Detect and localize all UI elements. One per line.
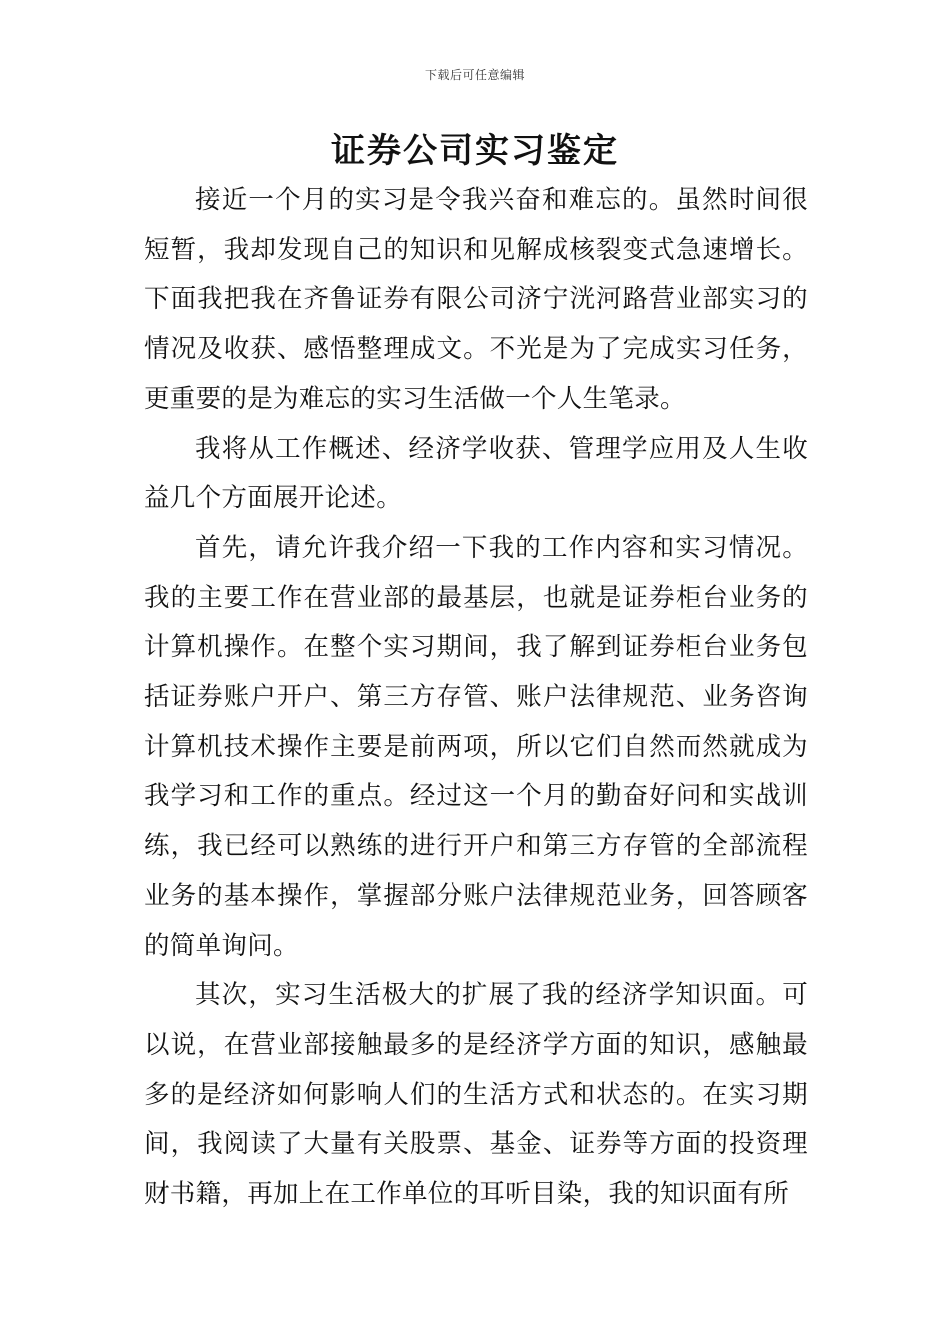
paragraph-economics: 其次，实习生活极大的扩展了我的经济学知识面。可以说，在营业部接触最多的是经济学方面的知识，感触最多的是经济如何影响人们的生活方式和状态的。在实习期间，我阅读了大量有关股票、基金、证券等方面的投资理财书籍，再加上在工作单位的耳听目染，我的知识面有所: [144, 980, 808, 1210]
document-title: 证券公司实习鉴定: [331, 131, 619, 171]
paragraph-work-overview: 首先，请允许我介绍一下我的工作内容和实习情况。我的主要工作在营业部的最基层，也就是证券柜台业务的计算机操作。在整个实习期间，我了解到证券柜台业务包括证券账户开户、第三方存管、账户法律规范、业务咨询计算机技术操作主要是前两项，所以它们自然而然就成为我学习和工作的重点。经过这一个月的勤奋好问和实战训练，我已经可以熟练的进行开户和第三方存管的全部流程业务的基本操作，掌握部分账户法律规范业务，回答顾客的简单询问。: [144, 532, 808, 961]
document-body: [144, 176, 808, 1220]
paragraph-intro: 接近一个月的实习是令我兴奋和难忘的。虽然时间很短暂，我却发现自己的知识和见解成核裂变式急速增长。下面我把我在齐鲁证券有限公司济宁洸河路营业部实习的情况及收获、感悟整理成文。不光是为了完成实习任务，更重要的是为难忘的实习生活做一个人生笔录。: [144, 185, 808, 414]
paragraph-outline: 我将从工作概述、经济学收获、管理学应用及人生收益几个方面展开论述。: [144, 433, 808, 514]
header-note: 下载后可任意编辑: [424, 68, 525, 82]
